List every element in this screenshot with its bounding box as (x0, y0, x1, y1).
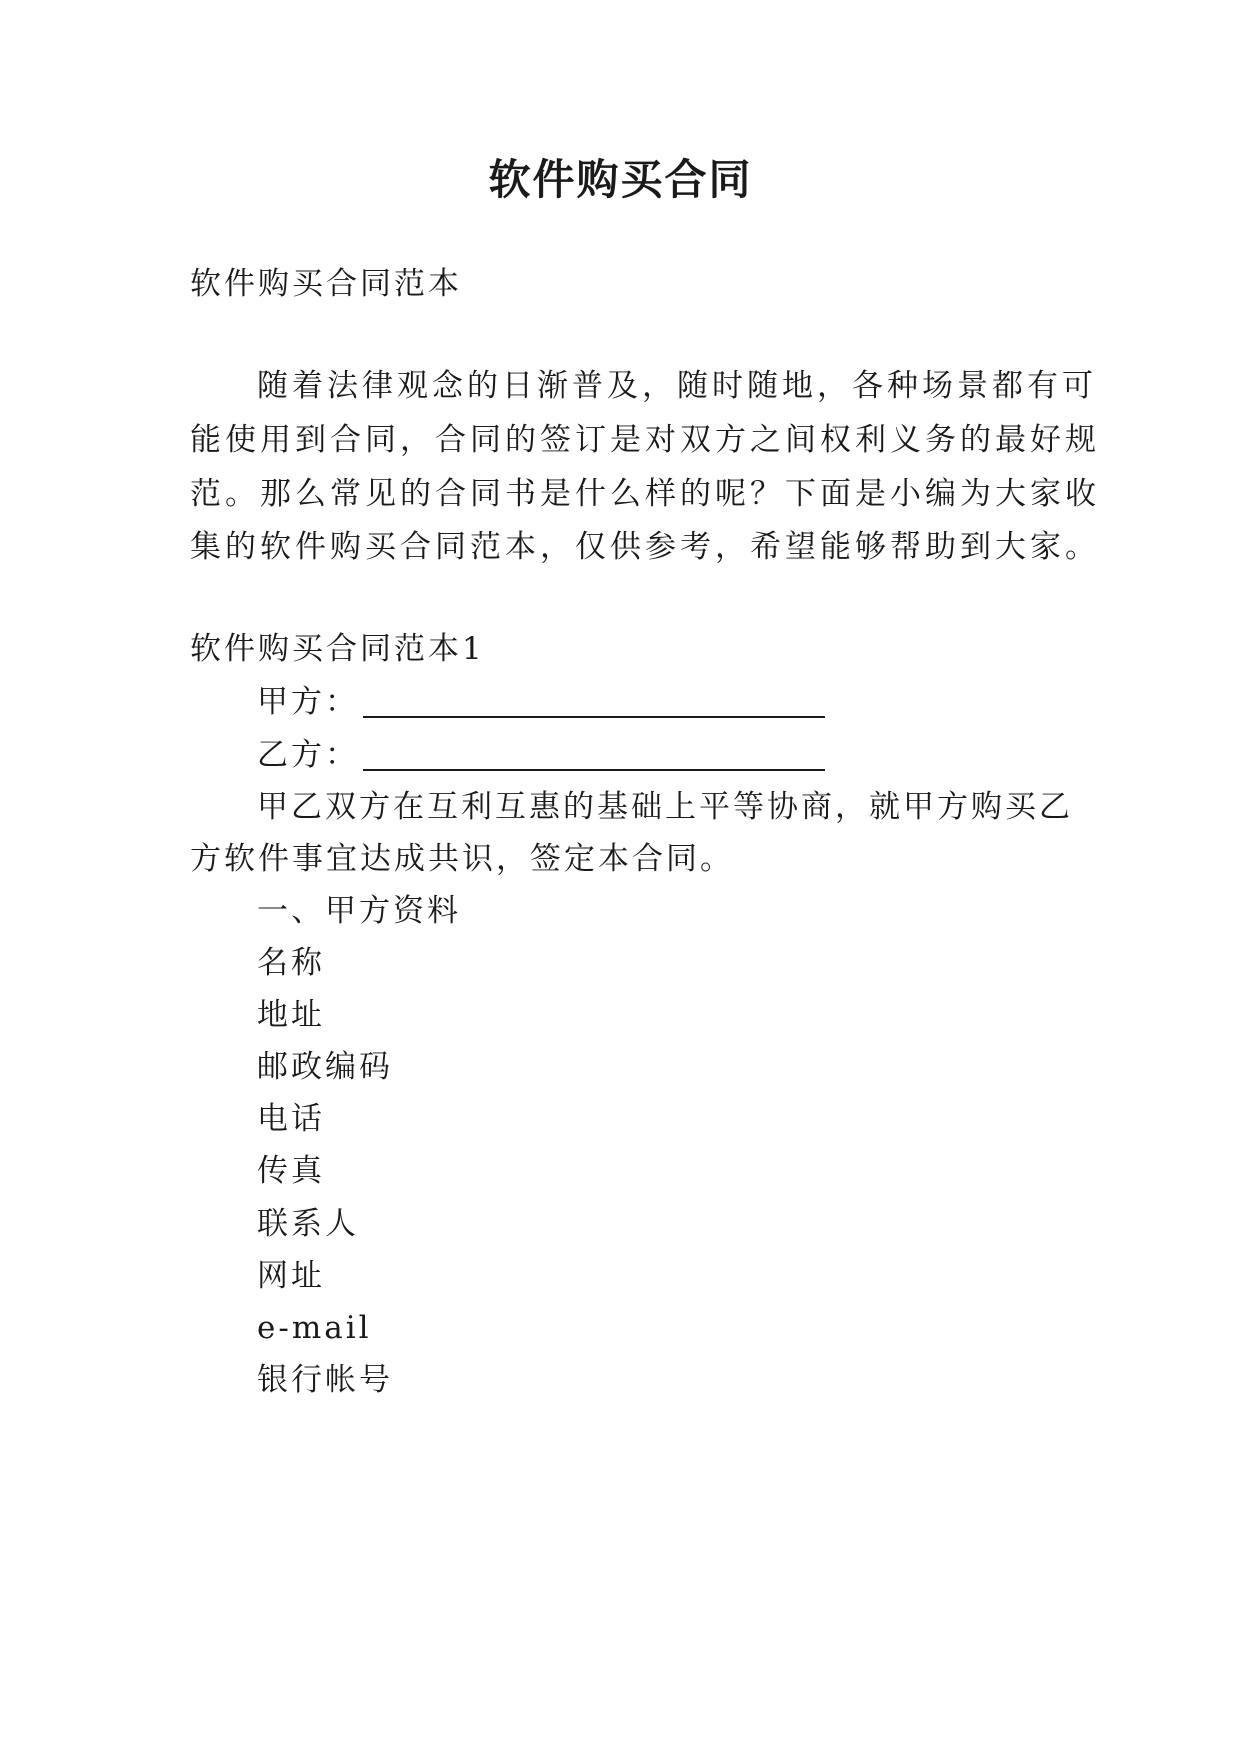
field-label: 邮政编码 (257, 1049, 393, 1085)
intro-paragraph-line: 范。那么常见的合同书是什么样的呢？下面是小编为大家收 (190, 476, 1100, 512)
party-b-line (257, 735, 825, 775)
section-heading: 一、甲方资料 (257, 893, 461, 929)
field-label: 银行帐号 (257, 1362, 393, 1398)
field-label: 传真 (257, 1153, 325, 1189)
document-subtitle: 软件购买合同范本 (190, 266, 462, 302)
intro-paragraph-line: 能使用到合同，合同的签订是对双方之间权利义务的最好规 (190, 422, 1100, 458)
party-b-blank (363, 769, 825, 771)
field-label: 地址 (257, 997, 325, 1033)
intro-paragraph-line: 随着法律观念的日渐普及，随时随地，各种场景都有可 (257, 368, 1097, 404)
field-label: 名称 (257, 945, 325, 981)
field-label: 网址 (257, 1258, 325, 1294)
field-label: 电话 (257, 1101, 325, 1137)
party-a-label: 甲方： (257, 684, 359, 720)
field-label: 联系人 (257, 1206, 359, 1242)
party-a-line (257, 682, 825, 722)
document-title: 软件购买合同 (488, 155, 753, 204)
party-b-label: 乙方： (257, 737, 359, 773)
sample-heading: 软件购买合同范本1 (190, 631, 485, 667)
field-label: e-mail (257, 1310, 372, 1346)
agreement-line: 方软件事宜达成共识，签定本合同。 (190, 841, 734, 877)
party-a-blank (363, 716, 825, 718)
agreement-line: 甲乙双方在互利互惠的基础上平等协商，就甲方购买乙 (257, 789, 1073, 825)
intro-paragraph-line: 集的软件购买合同范本，仅供参考，希望能够帮助到大家。 (190, 529, 1100, 565)
